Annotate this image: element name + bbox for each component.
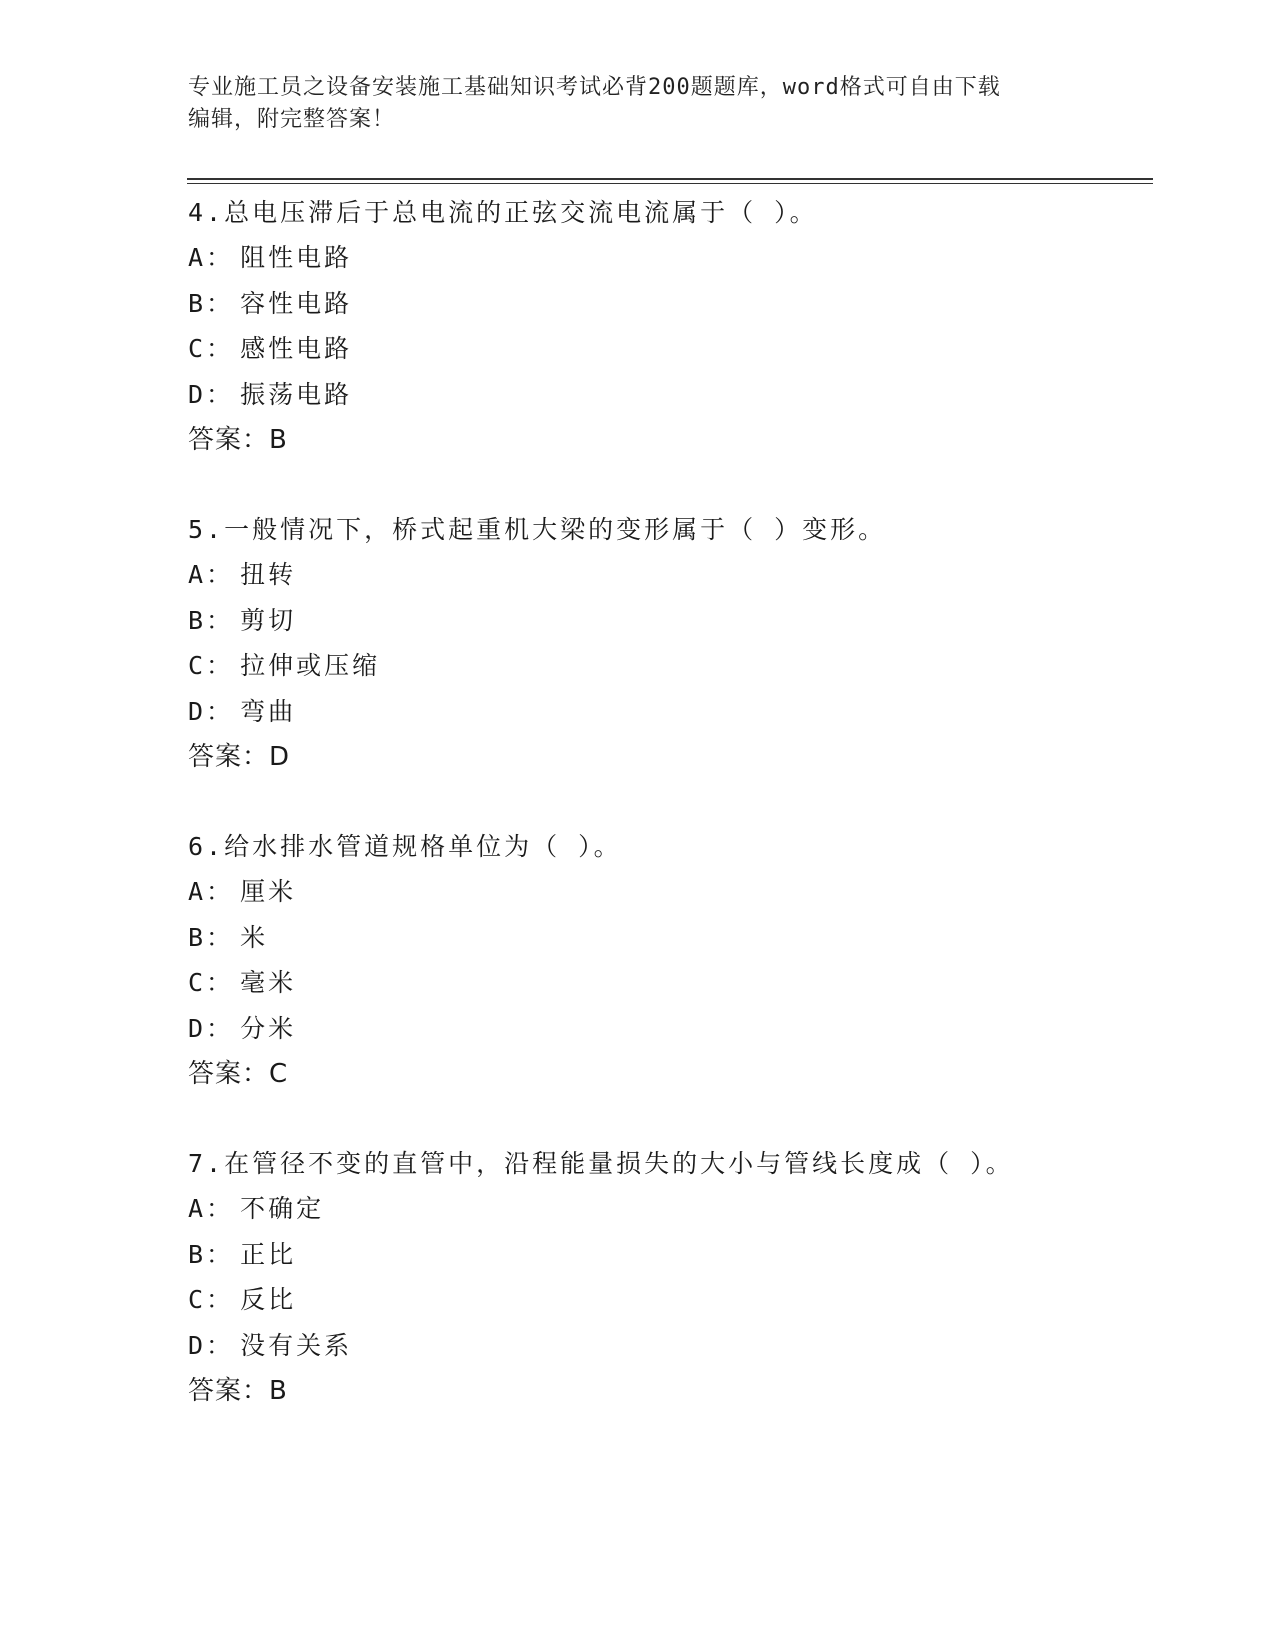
question-4 <box>188 190 1148 463</box>
question-stem: 7.在管径不变的直管中，沿程能量损失的大小与管线长度成（ ）。 <box>188 1149 1014 1178</box>
option-c <box>188 326 1148 372</box>
option-label: A： <box>188 1194 235 1223</box>
option-d <box>188 372 1148 418</box>
option-a <box>188 1186 1148 1232</box>
option-b <box>188 1232 1148 1278</box>
document-header <box>188 72 1088 136</box>
option-text: 阻性电路 <box>240 243 353 272</box>
option-label: D： <box>188 1013 235 1043</box>
option-text: 剪切 <box>240 605 297 635</box>
option-b <box>188 915 1148 961</box>
option-label: D： <box>188 696 235 726</box>
option-text: 扭转 <box>240 560 297 589</box>
option-label: A： <box>188 560 235 589</box>
answer: 答案：C <box>188 1059 289 1089</box>
option-a <box>188 235 1148 281</box>
option-text: 厘米 <box>240 877 297 906</box>
option-label: D： <box>188 379 235 409</box>
option-label: C： <box>188 1285 235 1314</box>
option-text: 没有关系 <box>240 1330 353 1360</box>
option-text: 反比 <box>240 1285 297 1314</box>
question-6 <box>188 824 1148 1097</box>
option-c <box>188 1277 1148 1323</box>
header-divider-thin <box>187 183 1153 184</box>
option-text: 振荡电路 <box>240 379 353 409</box>
option-b <box>188 281 1148 327</box>
option-text: 正比 <box>240 1239 297 1269</box>
option-label: B： <box>188 922 235 952</box>
option-text: 不确定 <box>240 1194 325 1223</box>
option-text: 感性电路 <box>240 334 353 363</box>
option-text: 分米 <box>240 1013 297 1043</box>
option-label: D： <box>188 1330 235 1360</box>
answer: 答案：D <box>188 742 291 772</box>
option-d <box>188 1323 1148 1369</box>
option-label: B： <box>188 605 235 635</box>
option-text: 米 <box>240 922 269 952</box>
header-divider-thick <box>187 178 1153 180</box>
question-stem: 5.一般情况下，桥式起重机大梁的变形属于（ ）变形。 <box>188 515 887 544</box>
option-b <box>188 598 1148 644</box>
option-label: A： <box>188 243 235 272</box>
question-5 <box>188 507 1148 780</box>
option-d <box>188 1006 1148 1052</box>
question-stem: 4.总电压滞后于总电流的正弦交流电流属于（ ）。 <box>188 198 818 227</box>
option-a <box>188 552 1148 598</box>
header-line-1: 专业施工员之设备安装施工基础知识考试必背200题题库，word格式可自由下载 <box>188 75 1001 100</box>
option-text: 容性电路 <box>240 288 353 318</box>
option-c <box>188 643 1148 689</box>
answer: 答案：B <box>188 425 288 455</box>
option-a <box>188 869 1148 915</box>
option-text: 毫米 <box>240 968 297 997</box>
option-c <box>188 960 1148 1006</box>
question-stem: 6.给水排水管道规格单位为（ ）。 <box>188 832 622 861</box>
option-text: 弯曲 <box>240 696 297 726</box>
question-list <box>188 190 1148 1458</box>
header-line-2: 编辑，附完整答案！ <box>188 107 396 132</box>
option-d <box>188 689 1148 735</box>
option-label: A： <box>188 877 235 906</box>
question-7 <box>188 1141 1148 1414</box>
option-label: B： <box>188 1239 235 1269</box>
option-text: 拉伸或压缩 <box>240 651 381 680</box>
option-label: B： <box>188 288 235 318</box>
answer: 答案：B <box>188 1376 288 1406</box>
option-label: C： <box>188 651 235 680</box>
option-label: C： <box>188 334 235 363</box>
option-label: C： <box>188 968 235 997</box>
